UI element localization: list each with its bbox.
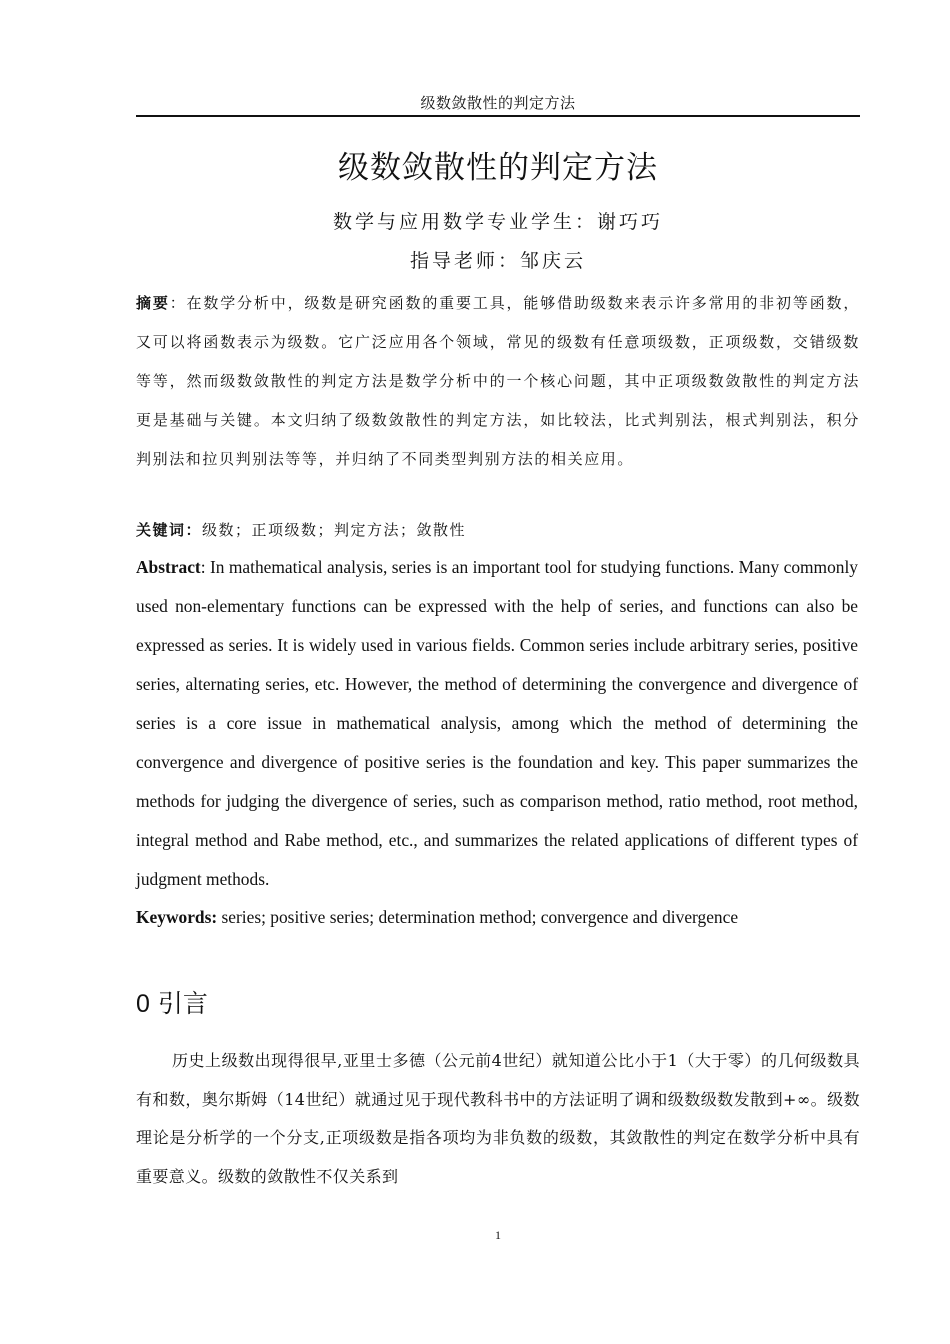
section-heading-introduction [136,984,208,1020]
abstract-cn-label: 摘要 [136,294,170,312]
abstract-en-text: : In mathematical analysis, series is an important tool for studying functions. Many commonly used non-elementary functions can be expressed with the help of series, and functions can also be expressed as series. It is widely used in various fields. Common series include arbitrary series, positive series, alternating series, etc. However, the method of determining the convergence and divergence of series is a core issue in mathematical analysis, among which the method of determining the convergence and divergence of positive series is the foundation and key. This paper summarizes the methods for judging the divergence of series, such as comparison method, ratio method, root method, integral method and Rabe method, etc., and summarizes the related applications of different types of judgment methods. [136,557,858,889]
header-divider [136,115,860,117]
keywords-cn-text: 级数；正项级数；判定方法；敛散性 [202,521,467,539]
author-line: 数学与应用数学专业学生：谢巧巧 [332,211,663,233]
abstract-english [136,548,858,899]
keywords-chinese [136,516,860,544]
abstract-en-label: Abstract [136,557,201,577]
keywords-english [136,902,860,932]
running-header: 级数敛散性的判定方法 [420,94,576,112]
abstract-cn-text: ：在数学分析中，级数是研究函数的重要工具，能够借助级数来表示许多常用的非初等函数，又可以将函数表示为级数。它广泛应用各个领域，常见的级数有任意项级数，正项级数，交错级数等等，然而级数敛散性的判定方法是数学分析中的一个核心问题，其中正项级数敛散性的判定方法更是基础与关键。本文归纳了级数敛散性的判定方法，如比较法，比式判别法，根式判别法，积分判别法和拉贝判别法等等，并归纳了不同类型判别方法的相关应用。 [136,294,860,468]
paper-title: 级数敛散性的判定方法 [338,150,658,186]
abstract-chinese [136,284,860,479]
keywords-cn-label: 关键词： [136,521,203,539]
keywords-en-label: Keywords: [136,907,218,927]
intro-paragraph: 历史上级数出现得很早,亚里士多德（公元前4世纪）就知道公比小于1（大于零）的几何级数具有和数，奥尔斯姆（14世纪）就通过见于现代教科书中的方法证明了调和级数级数发散到+∞。级数理论是分析学的一个分支,正项级数是指各项均为非负数的级数，其敛散性的判定在数学分析中具有重要意义。级数的敛散性不仅关系到 [136,1051,860,1186]
section-title: 引言 [157,989,208,1018]
keywords-en-text: series; positive series; determination method; convergence and divergence [217,907,739,927]
section-number: 0 [136,990,150,1018]
page-number: 1 [495,1228,501,1242]
advisor-line: 指导老师：邹庆云 [409,250,586,272]
